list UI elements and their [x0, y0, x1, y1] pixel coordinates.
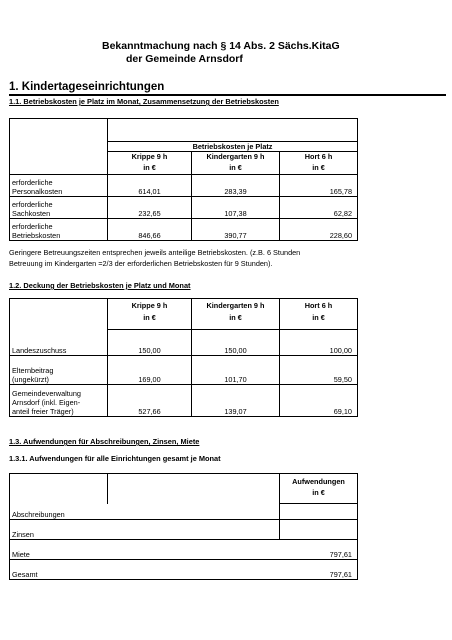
cell-value: 107,38: [192, 197, 280, 219]
table-row: [10, 385, 358, 417]
section-title: 1. Kindertageseinrichtungen: [9, 81, 165, 93]
row-label: Landeszuschuss: [10, 330, 108, 356]
cell-value: 100,00: [280, 330, 358, 356]
table-row: [10, 520, 358, 540]
title-line-1: Bekanntmachung nach § 14 Abs. 2 Sächs.KitaG: [102, 40, 340, 52]
cell-value: 797,61: [280, 560, 358, 580]
table1-group-header: Betriebskosten je Platz: [108, 142, 358, 152]
cell-value: 614,01: [108, 175, 192, 197]
table-row: [10, 219, 358, 241]
expenses-table: [9, 473, 358, 580]
cell-value: 150,00: [108, 330, 192, 356]
table1-col-hort: Hort 6 h in €: [280, 152, 358, 175]
row-label: erforderliche Sachkosten: [10, 197, 108, 219]
subsection-1-3-1-title: 1.3.1. Aufwendungen für alle Einrichtungen gesamt je Monat: [9, 454, 221, 463]
cell-value: 390,77: [192, 219, 280, 241]
subsection-1-3-title: 1.3. Aufwendungen für Abschreibungen, Zinsen, Miete: [9, 437, 200, 446]
table-row: [10, 504, 358, 520]
row-label: Gesamt: [10, 560, 108, 580]
row-label: Elternbeitrag (ungekürzt): [10, 356, 108, 385]
cell-value: 232,65: [108, 197, 192, 219]
note-text: Geringere Betreuungszeiten entsprechen jeweils anteilige Betriebskosten. (z.B. 6 Stunden Betreuung im Kindergarten =2/3 der erforderlichen Betriebskosten für 9 Stunden).: [9, 248, 301, 268]
cell-value: 59,50: [280, 356, 358, 385]
cell-value: 139,07: [192, 385, 280, 417]
table-row: [10, 330, 358, 356]
table-row: [10, 540, 358, 560]
table-row: [10, 197, 358, 219]
cell-value: 846,66: [108, 219, 192, 241]
table2-col-krippe: Krippe 9 h in €: [108, 299, 192, 330]
cost-coverage-table: [9, 298, 358, 417]
row-label: erforderliche Personalkosten: [10, 175, 108, 197]
table1-col-krippe: Krippe 9 h in €: [108, 152, 192, 175]
table2-corner: [10, 299, 108, 330]
table2-col-kindergarten: Kindergarten 9 h in €: [192, 299, 280, 330]
subsection-1-1-title: 1.1. Betriebskosten je Platz im Monat, Zusammensetzung der Betriebskosten: [9, 97, 279, 106]
table-row: [10, 356, 358, 385]
cell-value: 165,78: [280, 175, 358, 197]
table2-col-hort: Hort 6 h in €: [280, 299, 358, 330]
cell-value: 797,61: [280, 540, 358, 560]
table3-corner: [10, 474, 108, 504]
cell-value: [280, 504, 358, 520]
table1-corner: [10, 119, 108, 175]
table1-col-kindergarten: Kindergarten 9 h in €: [192, 152, 280, 175]
row-label: Abschreibungen: [10, 504, 108, 520]
cell-value: 69,10: [280, 385, 358, 417]
row-label: Gemeindeverwaltung Arnsdorf (inkl. Eigen- anteil freier Träger): [10, 385, 108, 417]
cell-value: 169,00: [108, 356, 192, 385]
title-line-2: der Gemeinde Arnsdorf: [126, 53, 243, 65]
cell-value: 527,66: [108, 385, 192, 417]
table-row: [10, 175, 358, 197]
document-title: [102, 40, 340, 66]
row-label: erforderliche Betriebskosten: [10, 219, 108, 241]
cell-value: 283,39: [192, 175, 280, 197]
row-label: Miete: [10, 540, 108, 560]
cell-value: [280, 520, 358, 540]
section-divider: [9, 94, 446, 96]
cell-value: 228,60: [280, 219, 358, 241]
subsection-1-2-title: 1.2. Deckung der Betriebskosten je Platz und Monat: [9, 281, 191, 290]
row-label: Zinsen: [10, 520, 108, 540]
cell-value: 101,70: [192, 356, 280, 385]
table3-col-expenses: Aufwendungen in €: [280, 474, 358, 504]
cell-value: 62,82: [280, 197, 358, 219]
table-row: [10, 560, 358, 580]
operating-costs-table: [9, 118, 358, 241]
cell-value: 150,00: [192, 330, 280, 356]
